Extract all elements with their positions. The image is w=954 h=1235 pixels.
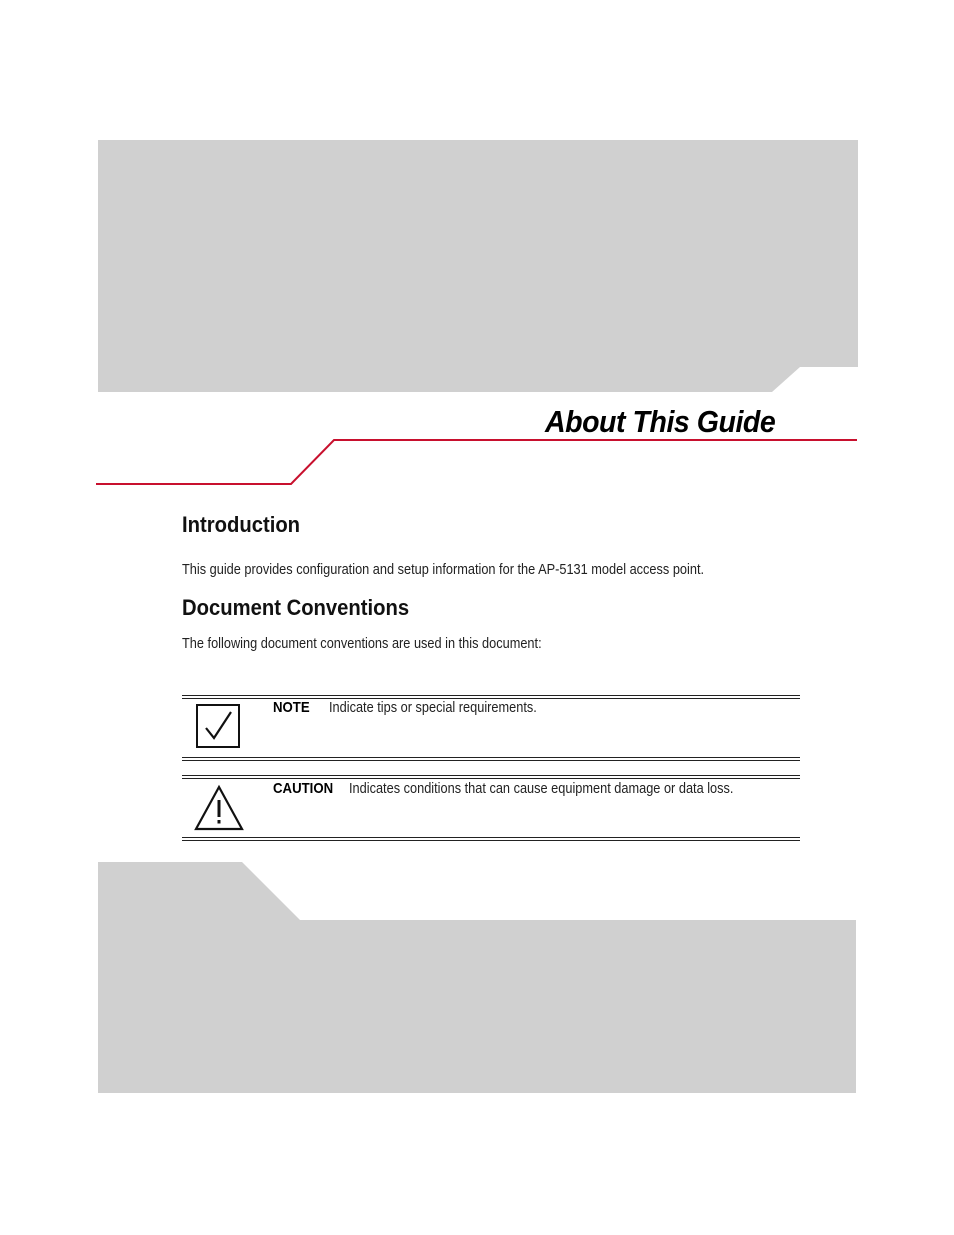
top-gray-panel [98, 140, 858, 392]
note-bottom-rule [182, 757, 800, 758]
introduction-heading: Introduction [182, 512, 301, 537]
note-bottom-rule-inner [182, 760, 800, 761]
note-text: Indicate tips or special requirements. [329, 700, 537, 716]
note-top-rule [182, 695, 800, 696]
warning-icon [193, 784, 245, 832]
conventions-paragraph: The following document conventions are used in this document: [182, 636, 542, 652]
introduction-paragraph: This guide provides configuration and setup information for the AP-5131 model access point. [182, 562, 705, 578]
caution-label: CAUTION [273, 780, 334, 797]
check-icon [196, 704, 240, 748]
chapter-title-red-line [96, 440, 857, 484]
bottom-gray-panel [98, 862, 856, 1093]
caution-top-rule [182, 775, 800, 776]
note-label: NOTE [273, 699, 310, 716]
conventions-heading: Document Conventions [182, 595, 410, 620]
caution-top-rule-inner [182, 778, 800, 779]
caution-text: Indicates conditions that can cause equipment damage or data loss. [349, 781, 734, 797]
chapter-title: About This Guide [545, 404, 776, 439]
caution-bottom-rule-inner [182, 840, 800, 841]
caution-bottom-rule [182, 837, 800, 838]
